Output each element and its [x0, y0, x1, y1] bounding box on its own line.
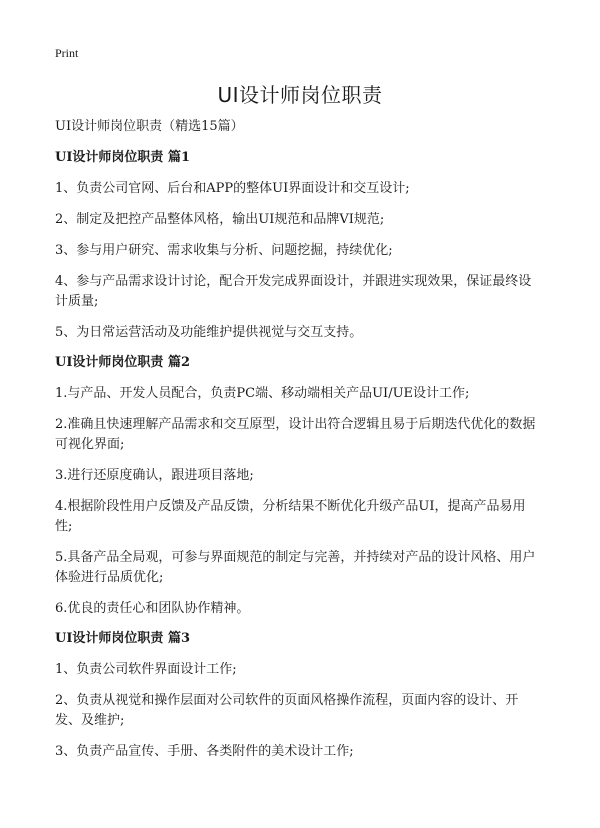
print-label: Print	[55, 46, 79, 60]
list-item: 5、为日常运营活动及功能维护提供视觉与交互支持。	[55, 325, 363, 340]
section-heading: UI设计师岗位职责 篇2	[55, 355, 190, 370]
list-item: 4.根据阶段性用户反馈及产品反馈，分析结果不断优化升级产品UI，提高产品易用性;	[55, 499, 526, 534]
document-subtitle: UI设计师岗位职责（精选15篇）	[55, 119, 244, 134]
section-heading: UI设计师岗位职责 篇1	[55, 150, 190, 165]
list-item: 5.具备产品全局观，可参与界面规范的制定与完善，并持续对产品的设计风格、用户体验进行品质优化;	[55, 550, 536, 585]
section-1	[55, 149, 542, 343]
list-item: 3、参与用户研究、需求收集与分析、问题挖掘，持续优化;	[55, 243, 393, 258]
section-heading: UI设计师岗位职责 篇3	[55, 631, 190, 646]
list-item: 1、负责公司官网、后台和APP的整体UI界面设计和交互设计;	[55, 181, 410, 196]
section-3	[55, 630, 542, 762]
list-item: 4、参与产品需求设计讨论，配合开发完成界面设计，并跟进实现效果，保证最终设计质量;	[55, 274, 532, 309]
list-item: 1、负责公司软件界面设计工作;	[55, 662, 237, 677]
list-item: 2、制定及把控产品整体风格，输出UI规范和品牌VI规范;	[55, 212, 385, 227]
list-item: 3.进行还原度确认，跟进项目落地;	[55, 468, 254, 483]
list-item: 2、负责从视觉和操作层面对公司软件的页面风格操作流程，页面内容的设计、开发、及维护;	[55, 693, 519, 728]
document-body	[55, 118, 542, 773]
section-2	[55, 354, 542, 619]
list-item: 6.优良的责任心和团队协作精神。	[55, 601, 250, 616]
page-title: UI设计师岗位职责	[217, 83, 383, 107]
list-item: 1.与产品、开发人员配合，负责PC端、移动端相关产品UI/UE设计工作;	[55, 386, 470, 401]
list-item: 3、负责产品宣传、手册、各类附件的美术设计工作;	[55, 744, 354, 759]
list-item: 2.准确且快速理解产品需求和交互原型，设计出符合逻辑且易于后期迭代优化的数据可视化界面;	[55, 417, 536, 452]
